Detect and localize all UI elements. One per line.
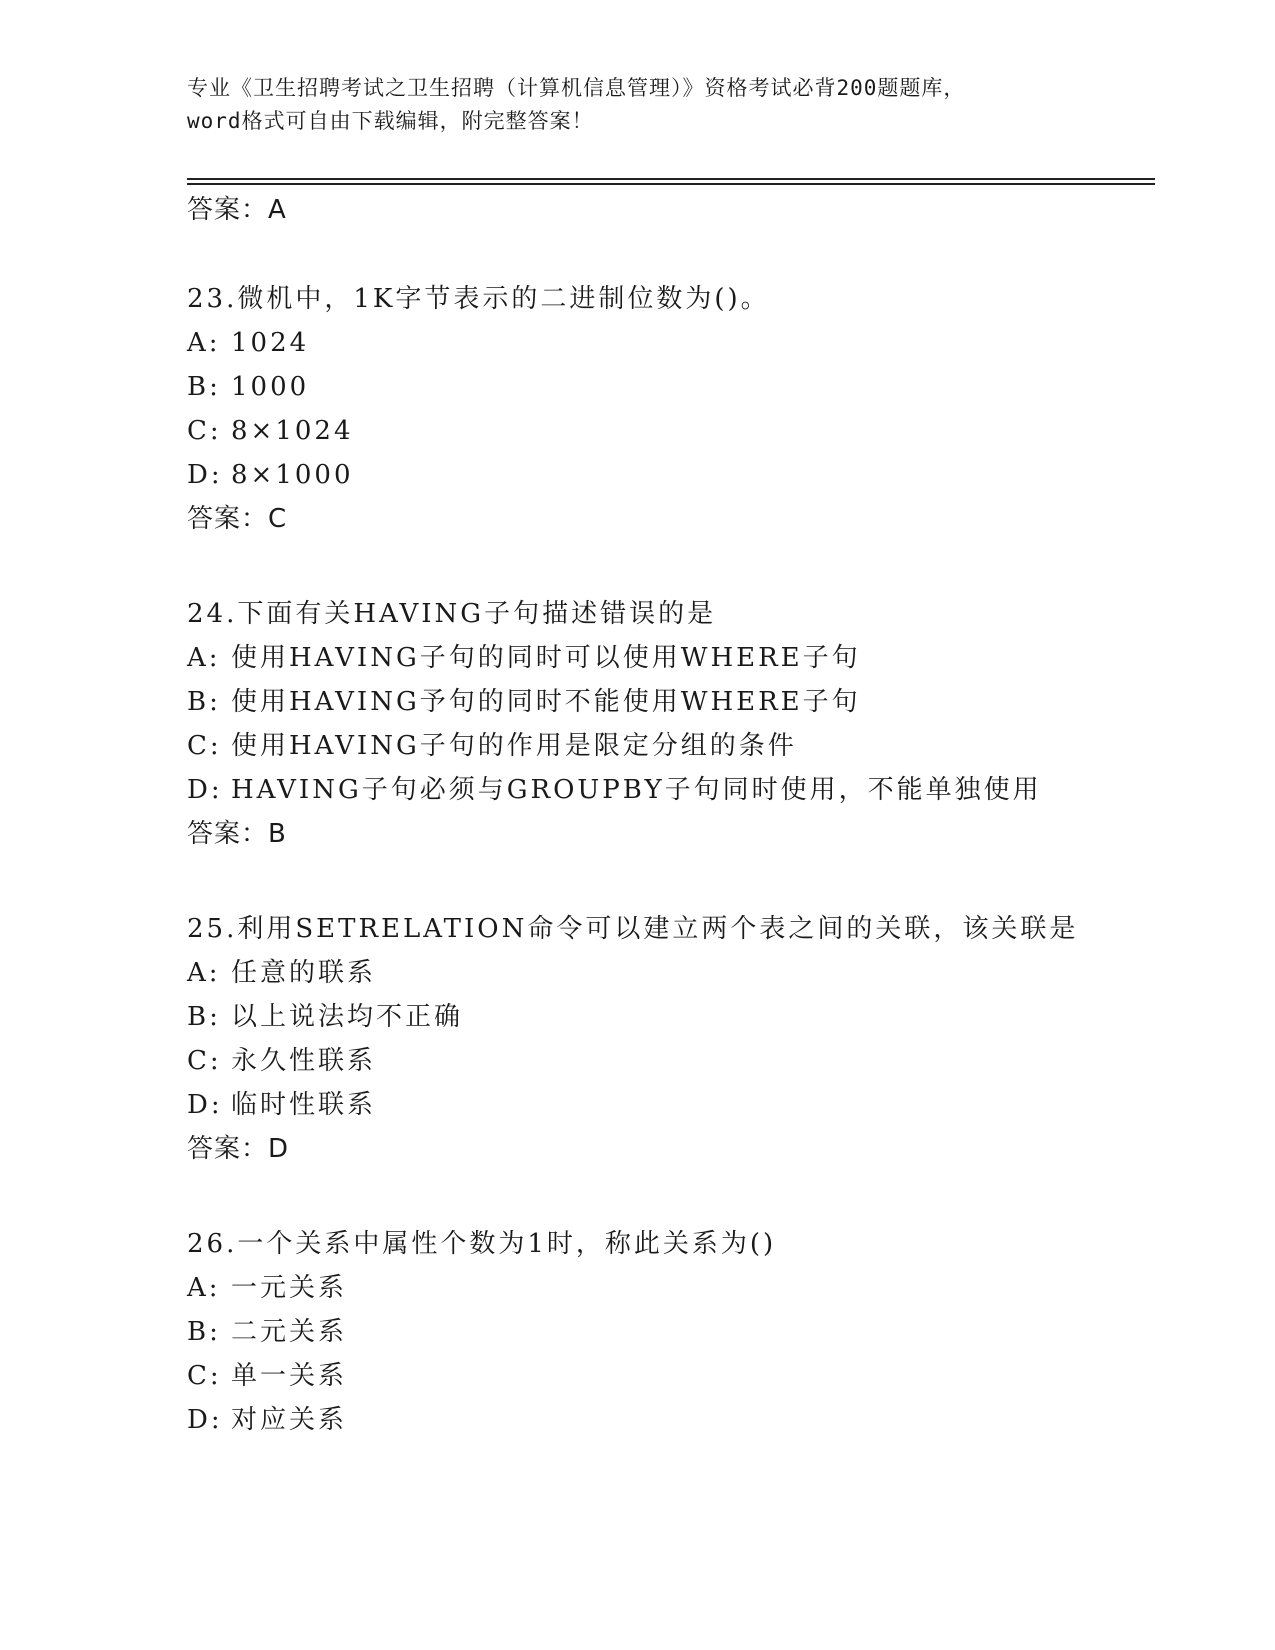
option-key: A:	[187, 328, 221, 358]
option-d	[187, 1089, 376, 1121]
option-key: C:	[187, 416, 222, 446]
option-c	[187, 1045, 376, 1077]
option-key: B:	[187, 372, 221, 402]
option-key: A:	[187, 958, 221, 988]
option-text: 一元关系	[231, 1273, 348, 1303]
option-text: HAVING子句必须与GROUPBY子句同时使用，不能单独使用	[231, 775, 1042, 805]
option-key: A:	[187, 1273, 221, 1303]
option-key: C:	[187, 1046, 222, 1076]
option-a	[187, 957, 376, 989]
header-line-1: 专业《卫生招聘考试之卫生招聘（计算机信息管理）》资格考试必背200题题库，	[187, 76, 966, 100]
option-b	[187, 1316, 347, 1348]
option-b	[187, 686, 861, 718]
option-c	[187, 1360, 347, 1392]
option-a	[187, 1272, 347, 1304]
option-text: 永久性联系	[231, 1046, 377, 1076]
option-c	[187, 415, 354, 447]
option-text: 任意的联系	[231, 958, 377, 988]
option-key: D:	[187, 460, 223, 490]
option-a	[187, 642, 861, 674]
question-stem: 26.一个关系中属性个数为1时，称此关系为()	[187, 1229, 777, 1259]
option-text: 1024	[231, 328, 310, 358]
option-key: D:	[187, 1405, 223, 1435]
option-a	[187, 327, 309, 359]
header-divider-top	[187, 178, 1155, 180]
question-stem: 23.微机中，1K字节表示的二进制位数为()。	[187, 284, 770, 314]
option-text: 使用HAVING子句的同时可以使用WHERE子句	[231, 643, 861, 673]
option-d	[187, 774, 1042, 806]
option-key: D:	[187, 775, 223, 805]
question-stem: 24.下面有关HAVING子句描述错误的是	[187, 599, 717, 629]
option-key: A:	[187, 643, 221, 673]
option-text: 8×1000	[231, 460, 354, 490]
answer: 答案：B	[187, 819, 287, 849]
option-c	[187, 730, 797, 762]
question-stem: 25.利用SETRELATION命令可以建立两个表之间的关联，该关联是	[187, 914, 1079, 944]
header-line-2: word格式可自由下载编辑，附完整答案！	[187, 109, 594, 133]
option-text: 8×1024	[231, 416, 354, 446]
option-text: 二元关系	[231, 1317, 348, 1347]
option-b	[187, 371, 309, 403]
option-text: 使用HAVING予句的同时不能使用WHERE子句	[231, 687, 861, 717]
option-text: 单一关系	[231, 1361, 348, 1391]
option-text: 临时性联系	[231, 1090, 377, 1120]
previous-answer: 答案：A	[187, 195, 287, 225]
option-key: C:	[187, 731, 222, 761]
option-b	[187, 1001, 463, 1033]
option-d	[187, 459, 354, 491]
option-text: 使用HAVING子句的作用是限定分组的条件	[231, 731, 797, 761]
option-key: B:	[187, 1317, 221, 1347]
option-text: 对应关系	[231, 1405, 348, 1435]
option-key: C:	[187, 1361, 222, 1391]
answer: 答案：C	[187, 504, 288, 534]
option-d	[187, 1404, 347, 1436]
option-key: D:	[187, 1090, 223, 1120]
option-key: B:	[187, 1002, 221, 1032]
document-header	[187, 72, 1087, 138]
option-text: 以上说法均不正确	[231, 1002, 464, 1032]
option-key: B:	[187, 687, 221, 717]
answer: 答案：D	[187, 1134, 290, 1164]
header-divider-bottom	[187, 183, 1155, 185]
option-text: 1000	[231, 372, 310, 402]
